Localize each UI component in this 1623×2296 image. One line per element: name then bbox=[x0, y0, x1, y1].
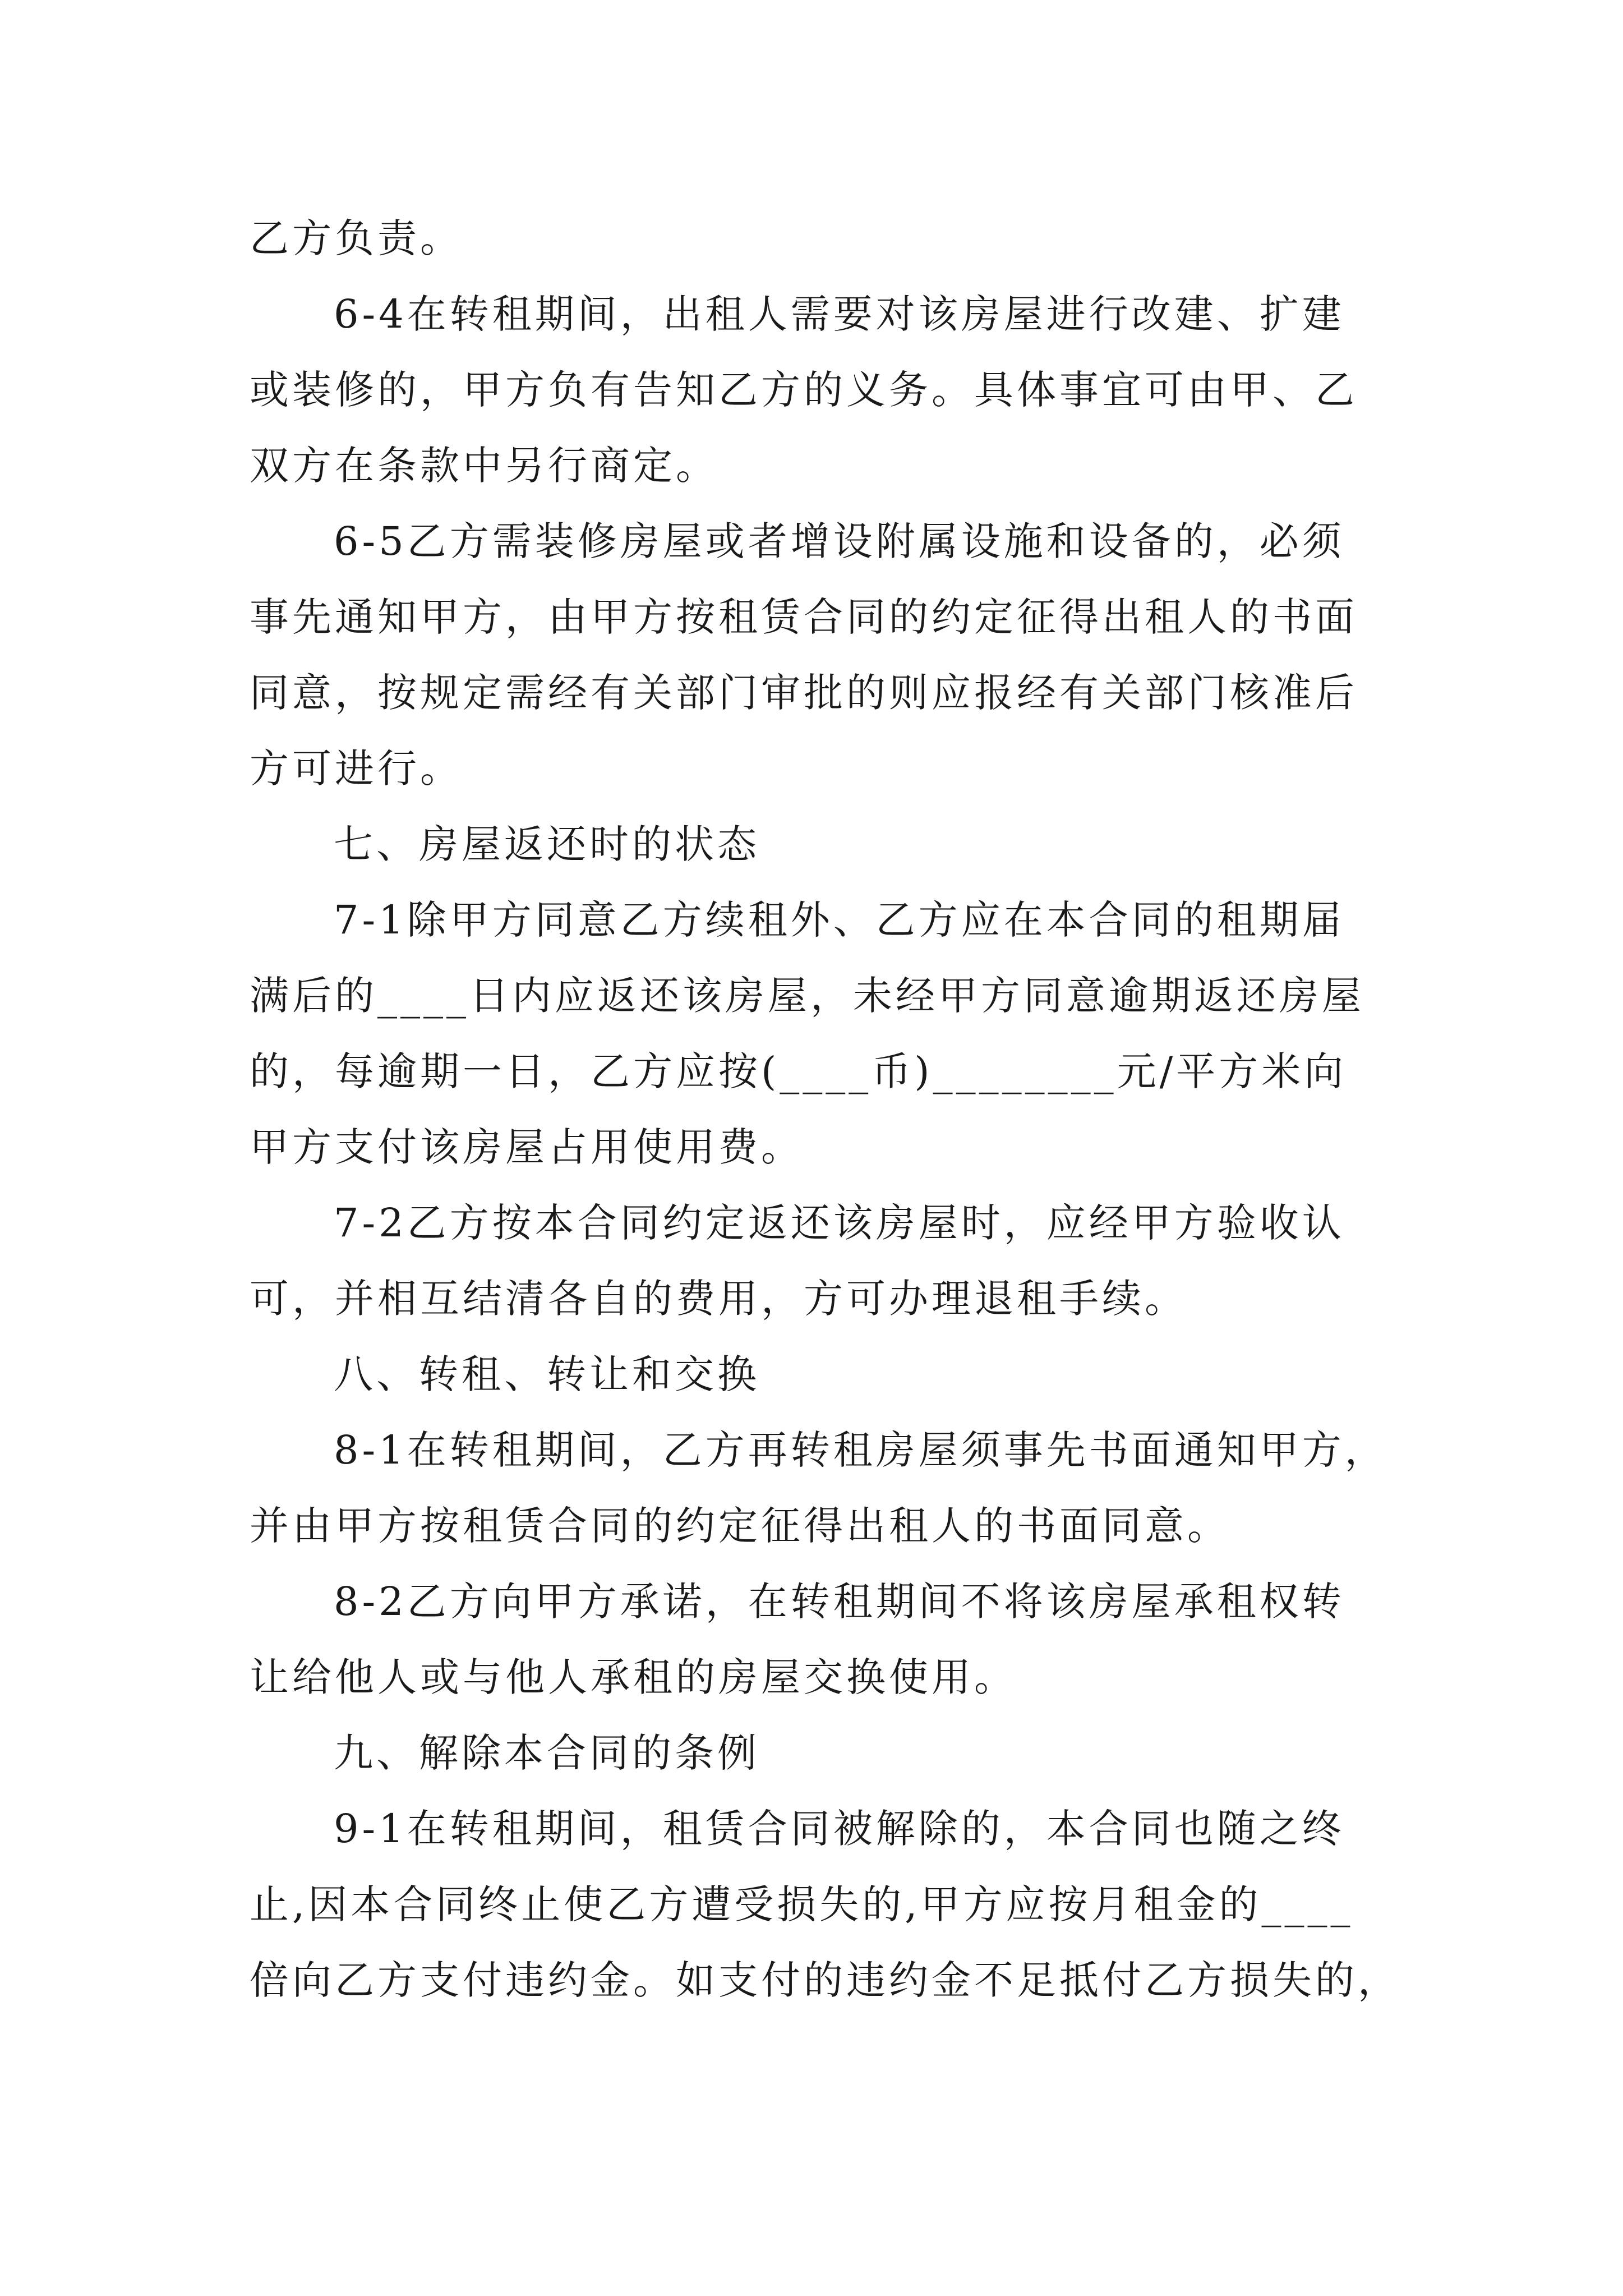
text-line: 止,因本合同终止使乙方遭受损失的,甲方应按月租金的____ bbox=[250, 1881, 1354, 1927]
text-line: 的，每逾期一日，乙方应按(____币)________元/平方米向 bbox=[250, 1048, 1347, 1094]
text-line: 方可进行。 bbox=[250, 746, 463, 792]
text-line: 甲方支付该房屋占用使用费。 bbox=[250, 1124, 804, 1170]
text-line: 满后的____日内应返还该房屋，未经甲方同意逾期返还房屋 bbox=[250, 973, 1364, 1019]
section-heading-7: 七、房屋返还时的状态 bbox=[334, 821, 760, 867]
text-line: 或装修的，甲方负有告知乙方的义务。具体事宜可由甲、乙 bbox=[250, 367, 1358, 413]
text-line: 可，并相互结清各自的费用，方可办理退租手续。 bbox=[250, 1276, 1187, 1322]
clause-6-4-line: 6-4在转租期间，出租人需要对该房屋进行改建、扩建 bbox=[334, 291, 1345, 337]
clause-9-1-line: 9-1在转租期间，租赁合同被解除的，本合同也随之终 bbox=[334, 1806, 1345, 1852]
text-line: 事先通知甲方，由甲方按租赁合同的约定征得出租人的书面 bbox=[250, 594, 1358, 640]
text-line: 并由甲方按租赁合同的约定征得出租人的书面同意。 bbox=[250, 1503, 1230, 1549]
text-line: 倍向乙方支付违约金。如支付的违约金不足抵付乙方损失的， bbox=[250, 1957, 1400, 2003]
section-heading-9: 九、解除本合同的条例 bbox=[334, 1730, 760, 1776]
clause-7-1-line: 7-1除甲方同意乙方续租外、乙方应在本合同的租期届 bbox=[334, 897, 1345, 943]
text-line: 双方在条款中另行商定。 bbox=[250, 443, 718, 489]
clause-8-2-line: 8-2乙方向甲方承诺，在转租期间不将该房屋承租权转 bbox=[334, 1579, 1345, 1625]
text-line: 让给他人或与他人承租的房屋交换使用。 bbox=[250, 1654, 1017, 1700]
section-heading-8: 八、转租、转让和交换 bbox=[334, 1351, 760, 1397]
text-line: 乙方负责。 bbox=[250, 215, 463, 261]
clause-7-2-line: 7-2乙方按本合同约定返还该房屋时，应经甲方验收认 bbox=[334, 1200, 1345, 1246]
text-line: 同意，按规定需经有关部门审批的则应报经有关部门核准后 bbox=[250, 670, 1358, 716]
clause-6-5-line: 6-5乙方需装修房屋或者增设附属设施和设备的，必须 bbox=[334, 518, 1345, 564]
clause-8-1-line: 8-1在转租期间，乙方再转租房屋须事先书面通知甲方， bbox=[334, 1427, 1387, 1473]
